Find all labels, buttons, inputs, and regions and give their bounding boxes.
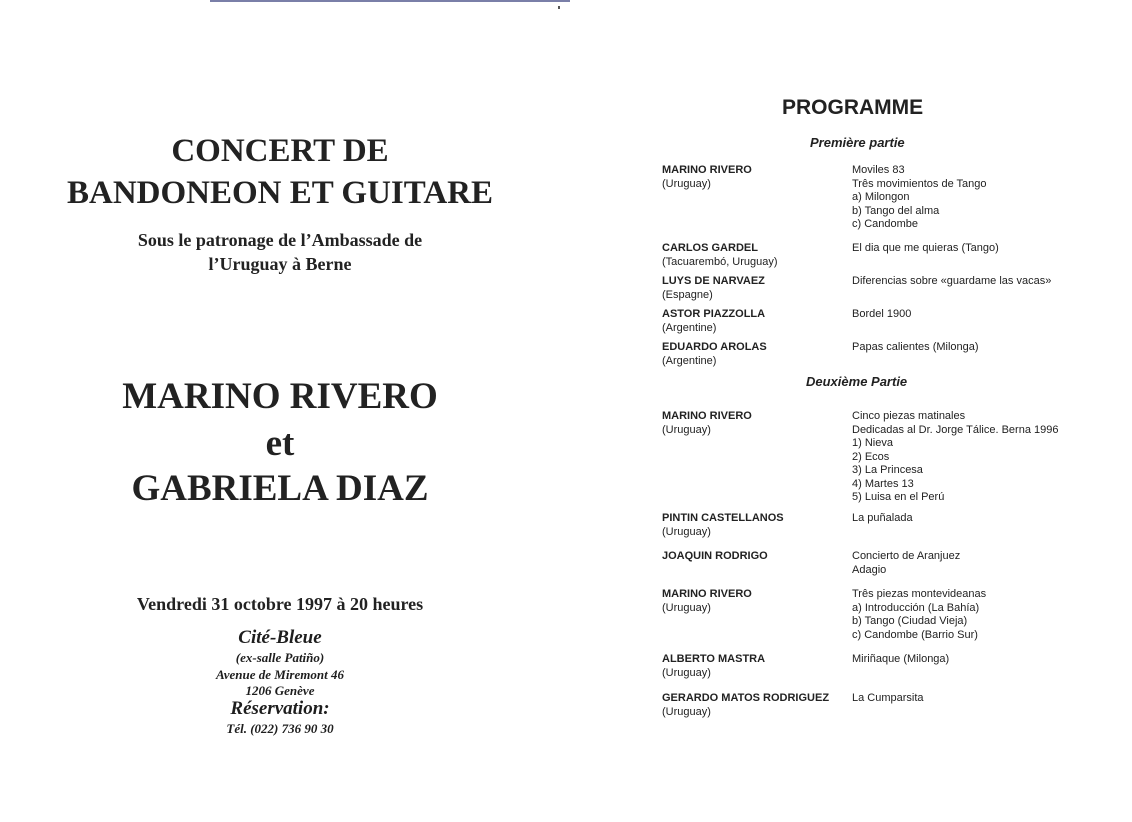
works-list <box>852 242 1102 256</box>
work-title: 1) Nieva <box>852 437 893 449</box>
work-title: El dia que me quieras (Tango) <box>852 242 999 254</box>
work-title: c) Candombe (Barrio Sur) <box>852 628 978 641</box>
composer-origin: (Tacuarembó, Uruguay) <box>662 255 778 268</box>
composer-origin: (Uruguay) <box>662 525 711 538</box>
work-title: Miriñaque (Milonga) <box>852 653 950 665</box>
patronage-line2: l’Uruguay à Berne <box>208 254 352 274</box>
composer-origin: (Uruguay) <box>662 705 711 718</box>
works-list <box>852 341 1102 355</box>
composer-name: LUYS DE NARVAEZ <box>662 275 765 287</box>
works-list <box>852 692 1102 706</box>
composer-name: JOAQUIN RODRIGO <box>662 550 768 562</box>
work-title: Bordel 1900 <box>852 308 912 320</box>
concert-title-line1: CONCERT DE <box>171 133 389 169</box>
work-title: Moviles 83 <box>852 164 905 176</box>
composer-origin: (Uruguay) <box>662 666 711 679</box>
composer-origin: (Argentine) <box>662 354 717 367</box>
work-title: Concierto de Aranjuez <box>852 550 961 562</box>
performer1-name: MARINO RIVERO <box>122 376 438 417</box>
composer-name: GERARDO MATOS RODRIGUEZ <box>662 692 830 704</box>
composer-block <box>662 308 842 335</box>
works-list <box>852 653 1102 667</box>
work-title: 3) La Princesa <box>852 464 923 476</box>
concert-announcement <box>0 0 560 822</box>
work-title: 5) Luisa en el Perú <box>852 491 945 503</box>
works-list <box>852 512 1102 526</box>
composer-origin: (Espagne) <box>662 288 713 301</box>
composer-name: ALBERTO MASTRA <box>662 653 766 665</box>
work-title: 2) Ecos <box>852 450 890 463</box>
composer-block <box>662 512 842 539</box>
programme-title: PROGRAMME <box>782 96 924 119</box>
work-title: b) Tango del alma <box>852 204 940 217</box>
composer-name: EDUARDO AROLAS <box>662 341 767 353</box>
work-title: Três movimientos de Tango <box>852 177 987 190</box>
concert-date: Vendredi 31 octobre 1997 à 20 heures <box>136 594 424 614</box>
work-title: Papas calientes (Milonga) <box>852 341 979 353</box>
composer-name: MARINO RIVERO <box>662 164 752 176</box>
performer2-name: GABRIELA DIAZ <box>131 468 429 509</box>
works-list <box>852 550 1102 577</box>
composer-name: MARINO RIVERO <box>662 588 752 600</box>
conjunction: et <box>265 423 295 464</box>
works-list <box>852 588 1102 642</box>
composer-block <box>662 588 842 615</box>
works-list <box>852 275 1102 289</box>
composer-origin: (Uruguay) <box>662 601 711 614</box>
part1-title: Première partie <box>810 135 905 150</box>
work-title: Dedicadas al Dr. Jorge Tálice. Berna 1996 <box>852 423 1059 436</box>
composer-block <box>662 653 842 680</box>
composer-origin: (Argentine) <box>662 321 717 334</box>
reservation-label: Réservation: <box>230 698 330 719</box>
composer-name: PINTIN CASTELLANOS <box>662 512 784 524</box>
works-list <box>852 164 1102 232</box>
work-title: La Cumparsita <box>852 692 924 704</box>
composer-name: CARLOS GARDEL <box>662 242 758 254</box>
work-title: Adagio <box>852 563 887 576</box>
works-list <box>852 410 1102 505</box>
composer-block <box>662 242 842 269</box>
works-list <box>852 308 1102 322</box>
venue-city: 1206 Genève <box>245 683 315 698</box>
concert-title-line2: BANDONEON ET GUITARE <box>66 175 494 211</box>
composer-block <box>662 550 842 564</box>
composer-block <box>662 692 842 719</box>
part2-title: Deuxième Partie <box>806 374 908 389</box>
composer-block <box>662 275 842 302</box>
work-title: Três piezas montevideanas <box>852 588 987 600</box>
composer-block <box>662 164 842 191</box>
work-title: a) Milongon <box>852 191 910 203</box>
composer-block <box>662 341 842 368</box>
work-title: 4) Martes 13 <box>852 477 914 490</box>
patronage-line1: Sous le patronage de l’Ambassade de <box>137 230 423 250</box>
work-title: Cinco piezas matinales <box>852 410 966 422</box>
composer-name: ASTOR PIAZZOLLA <box>662 308 766 320</box>
composer-origin: (Uruguay) <box>662 177 711 190</box>
work-title: a) Introducción (La Bahía) <box>852 601 980 614</box>
venue-name: Cité-Bleue <box>238 627 322 648</box>
composer-origin: (Uruguay) <box>662 423 711 436</box>
composer-block <box>662 410 842 437</box>
composer-name: MARINO RIVERO <box>662 410 752 422</box>
venue-street: Avenue de Miremont 46 <box>216 667 344 682</box>
reservation-phone: Tél. (022) 736 90 30 <box>226 721 334 736</box>
work-title: La puñalada <box>852 512 913 524</box>
work-title: b) Tango (Ciudad Vieja) <box>852 615 968 627</box>
work-title: Diferencias sobre «guardame las vacas» <box>852 275 1052 287</box>
work-title: c) Candombe <box>852 218 919 230</box>
venue-former-name: (ex-salle Patiño) <box>235 650 325 665</box>
